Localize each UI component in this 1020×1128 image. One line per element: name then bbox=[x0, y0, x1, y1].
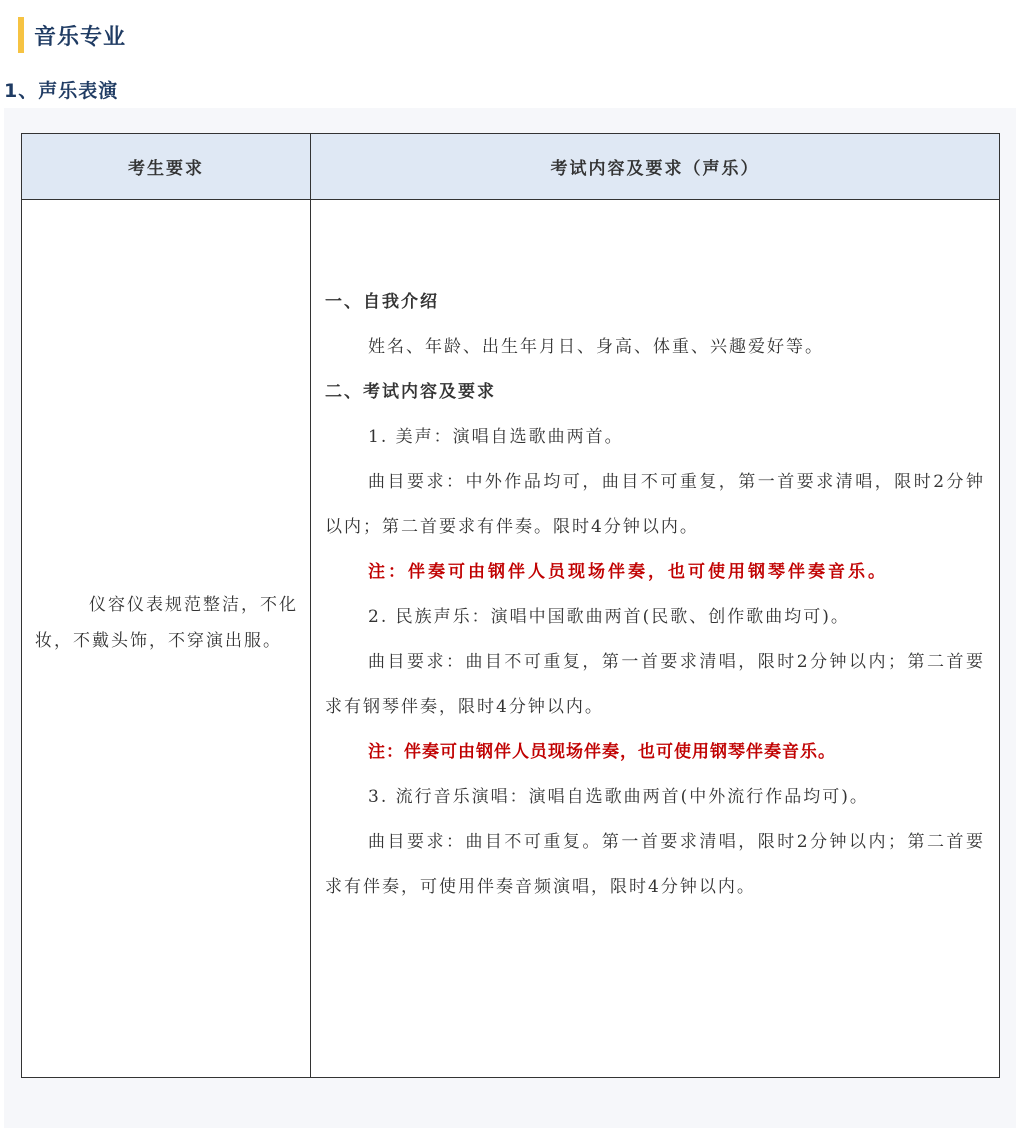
item-folk-requirement: 曲目要求：曲目不可重复，第一首要求清唱，限时2分钟以内；第二首要求有钢琴伴奏，限时4分钟以内。 bbox=[325, 652, 985, 717]
requirements-table bbox=[21, 133, 1000, 1078]
heading-self-intro: 一、自我介绍 bbox=[325, 292, 439, 312]
header-candidate-requirements: 考生要求 bbox=[128, 159, 204, 179]
item-bel-canto-title: 1. 美声：演唱自选歌曲两首。 bbox=[368, 427, 624, 447]
item-pop-title: 3. 流行音乐演唱：演唱自选歌曲两首(中外流行作品均可)。 bbox=[368, 787, 869, 807]
table-container bbox=[4, 108, 1016, 1128]
candidate-requirements-text: 仪容仪表规范整洁，不化妆，不戴头饰，不穿演出服。 bbox=[35, 594, 298, 651]
item-folk-title: 2. 民族声乐：演唱中国歌曲两首(民歌、创作歌曲均可)。 bbox=[368, 607, 850, 627]
section-heading bbox=[18, 17, 126, 53]
exam-content-cell bbox=[311, 200, 999, 1077]
heading-exam-content: 二、考试内容及要求 bbox=[325, 382, 496, 402]
table-header-row bbox=[22, 134, 999, 200]
subsection-title: 1、声乐表演 bbox=[4, 80, 119, 102]
header-exam-content: 考试内容及要求（声乐） bbox=[550, 159, 760, 179]
section-title: 音乐专业 bbox=[34, 24, 127, 50]
section-accent-bar bbox=[18, 17, 24, 53]
self-intro-text: 姓名、年龄、出生年月日、身高、体重、兴趣爱好等。 bbox=[368, 337, 824, 357]
candidate-requirements-cell bbox=[22, 200, 310, 1077]
item-pop-requirement: 曲目要求：曲目不可重复。第一首要求清唱，限时2分钟以内；第二首要求有伴奏，可使用伴奏音频演唱，限时4分钟以内。 bbox=[325, 832, 985, 897]
item-folk-note: 注：伴奏可由钢伴人员现场伴奏，也可使用钢琴伴奏音乐。 bbox=[368, 742, 836, 762]
item-bel-canto-note: 注：伴奏可由钢伴人员现场伴奏，也可使用钢琴伴奏音乐。 bbox=[368, 562, 888, 582]
item-bel-canto-requirement: 曲目要求：中外作品均可，曲目不可重复，第一首要求清唱，限时2分钟以内；第二首要求有伴奏。限时4分钟以内。 bbox=[325, 472, 985, 537]
